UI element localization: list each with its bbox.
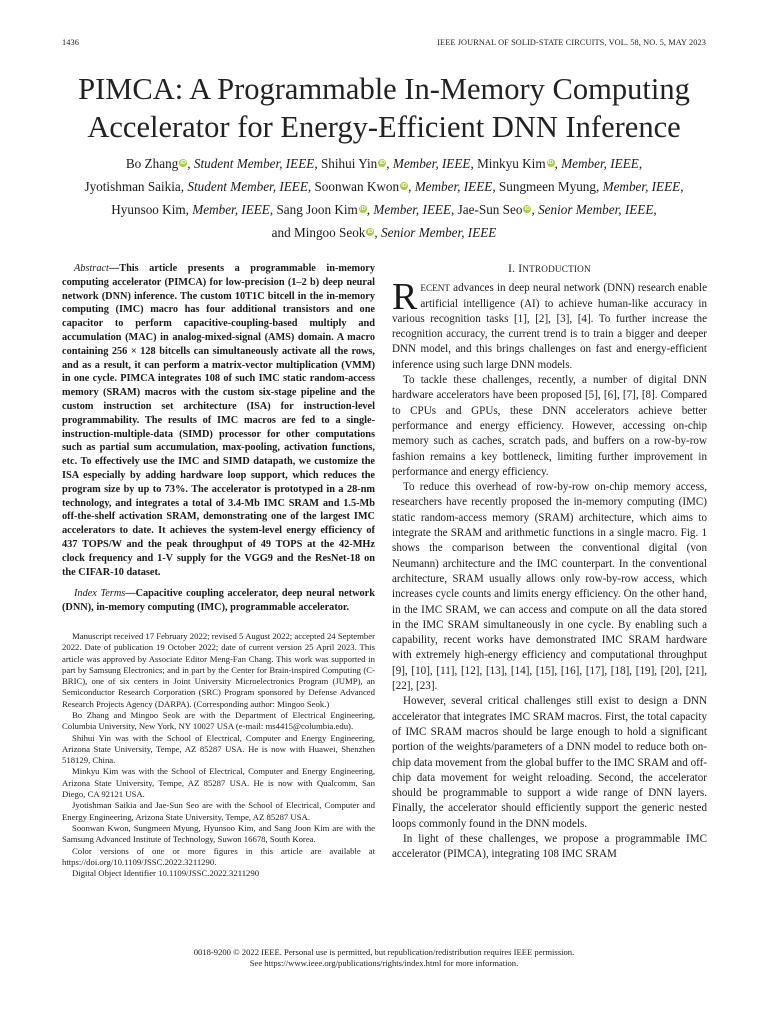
author-name: Sungmeen Myung [498,179,596,194]
orcid-icon[interactable]: iD [547,160,554,166]
author-name: and Mingoo Seok [271,225,366,240]
author-membership: Member, IEEE [392,156,471,171]
section-numeral: I. I [508,263,523,275]
paper-title-line-2: Accelerator for Energy-Efficient DNN Inference [87,110,681,144]
author-membership: Member, IEEE [192,202,270,217]
author-membership: Member, IEEE [561,156,639,171]
author-membership: Student Member, IEEE [193,156,315,171]
page-number: 1436 [62,38,79,47]
section-heading [392,262,707,277]
index-terms [62,587,375,615]
intro-paragraph: To tackle these challenges, recently, a number of digital DNN hardware accelerators have been proposed [5], [6], [7], [8]. Compared to CPUs and GPUs, these DNN accelerators achieve better performance and energy efficiency. However, accessing on-chip memory such as caches, scratch pads, and buffers on a row-by-row fashion remains a key bottleneck, limiting further improvement in performance and energy efficiency. [392,374,707,478]
author-membership: Member, IEEE [602,179,681,194]
author-membership: Senior Member, IEEE [381,225,497,240]
abstract [62,262,375,579]
orcid-icon[interactable]: iD [524,206,531,212]
author-name: Hyunsoo Kim [111,202,186,217]
intro-first-word: ECENT [420,283,450,294]
author-membership: Member, IEEE [373,202,452,217]
author-membership: Senior Member, IEEE [538,202,654,217]
abstract-label: Abstract [74,263,109,274]
paper-title-line-1: PIMCA: A Programmable In-Memory Computing [78,72,690,106]
orcid-icon[interactable]: iD [401,183,407,189]
abstract-text: This article presents a programmable in-memory computing accelerator (PIMCA) for low-precision (1–2 b) deep neural network (DNN) inference. The custom 10T1C bitcell in the in-memory computing (IMC) macro has four additional transistors and one capacitor to perform capacitive-coupling-based multiply and accumulation (MAC) in analog-mixed-signal (AMS) domain. A macro containing 256 × 128 bitcells can simultaneously activate all the rows, and as a result, it can perform a matrix-vector multiplication (VMM) in one cycle. PIMCA integrates 108 of such IMC static random-access memory (SRAM) macros with the custom six-stage pipeline and the custom instruction set architecture (ISA) for instruction-level programmability. The results of IMC macros are fed to a single-instruction-multiple-data (SIMD) processor for other computations such as partial sum accumulation, max-pooling, activation functions, etc. To effectively use the IMC and SIMD datapath, we customize the ISA especially by adding hardware loop support, which reduces the program size by up to 73%. The accelerator is prototyped in a 28-nm technology, and integrates a total of 3.4-Mb IMC SRAM and 1.5-Mb off-the-shelf activation SRAM, demonstrating one of the largest IMC accelerators to date. It achieves the system-level energy efficiency of 437 TOPS/W and the peak throughput of 49 TOPS at the 42-MHz clock frequency and 1-V supply for the VGG9 and the ResNet-18 on the CIFAR-10 dataset. [62,263,375,578]
intro-paragraph [392,276,707,373]
footnotes [62,631,375,880]
index-terms-text: Capacitive coupling accelerator, deep neural network (DNN), in-memory computing (IMC), programmable accelerator. [62,588,375,614]
author-name: Bo Zhang [125,156,179,171]
section-title-rest: NTRODUCTION [522,264,591,274]
orcid-icon[interactable]: iD [379,160,385,166]
intro-paragraph: However, several critical challenges still exist to design a DNN accelerator that integrates IMC SRAM macros. First, the total capacity of IMC SRAM macros should be large enough to hold a significant portion of the weights/parameters of a DNN model to reduce both on-chip data movement from the global buffer to the IMC SRAM and off-chip data movement for weight reloading. Second, the accelerator should be programmable to support a wide range of DNN layers. Finally, the accelerator should efficiently support the generic nested loops commonly found in the DNN models. [392,695,707,830]
index-terms-dash: — [125,588,136,600]
author-list: Bo Zhang iD, Student Member, IEEE, Shihui Yin iD, Member, IEEE, Minkyu Kim iD, Member, IEEE, Jyotishman Saikia, Student Member, IEEE, Soonwan Kwon iD, Member, IEEE, Sungmeen Myung, Member, IEEE, Hyunsoo Kim, Member, IEEE, Sang Joon Kim iD, Member, IEEE, Jae-Sun Seo iD, Senior Member, IEEE, and Mingoo Seok iD, Senior Member, IEEE [84,156,684,240]
author-name: Minkyu Kim [477,156,546,171]
footnote-color-versions: Color versions of one or more figures in this article are available at https://doi.org/10.1109/JSSC.2022.3211290. [62,845,375,867]
journal-name: IEEE JOURNAL OF SOLID-STATE CIRCUITS, VOL. 58, NO. 5, MAY 2023 [437,38,706,47]
footnote-affiliation: Shihui Yin was with the School of Electrical, Computer and Energy Engineering, Arizona State University, Tempe, AZ 85287 USA. He is now with Huawei, Shenzhen 518129, China. [62,732,375,766]
author-name: Jae-Sun Seo [457,202,523,217]
author-name: Soonwan Kwon [314,179,400,194]
intro-paragraph-text: advances in deep neural network (DNN) research enable artificial intelligence (AI) to achieve human-like accuracy in various recognition tasks [1], [2], [3], [4]. To further increase the recognition accuracy, the current trend is to train a bigger and deeper DNN model, and this brings challenges on fast and energy-efficient inference using such large DNN models. [392,282,707,371]
footnote-affiliation: Bo Zhang and Mingoo Seok are with the Department of Electrical Engineering, Columbia University, New York, NY 10027 USA (e-mail: ms4415@columbia.edu). [62,710,375,732]
drop-cap: R [392,276,418,319]
footnote-affiliation: Minkyu Kim was with the School of Electrical, Computer and Energy Engineering, Arizona State University, Tempe, AZ 85287 USA. He is now with Qualcomm, San Diego, CA 92121 USA. [62,766,375,800]
author-membership: Student Member, IEEE [187,179,308,194]
right-column [392,262,707,863]
author-membership: Member, IEEE [414,179,493,194]
copyright-footer [62,947,706,969]
intro-paragraph: To reduce this overhead of row-by-row on-chip memory access, researchers have recently proposed the in-memory computing (IMC) static random-access memory (SRAM) architecture, which aims to integrate the SRAM and arithmetic functions in a single macro. Fig. 1 shows the comparison between the conventional digital (von Neumann) architecture and the IMC counterpart. In the conventional architecture, SRAM usually allows only row-by-row access, which increases cycle counts and limits energy efficiency. On the other hand, in the IMC SRAM, we can access and compute on all the data stored in the IMC SRAM simultaneously in one cycle. By enabling such a capability, recent works have demonstrated IMC SRAM hardware with extremely high-energy efficiency and computational throughput [9], [10], [11], [12], [13], [14], [15], [16], [17], [18], [19], [20], [21], [22], [23]. [392,481,707,693]
index-terms-label: Index Terms [74,588,126,600]
footnote-affiliation: Jyotishman Saikia and Jae-Sun Seo are with the School of Electrical, Computer and Energy Engineering, Arizona State University, Tempe, AZ 85287 USA. [62,800,375,822]
author-name: Shihui Yin [320,156,378,171]
left-column [62,262,375,879]
intro-paragraph: In light of these challenges, we propose a programmable IMC accelerator (PIMCA), integrating 108 IMC SRAM [392,832,707,861]
footnote-manuscript: Manuscript received 17 February 2022; revised 5 August 2022; accepted 24 September 2022. Date of publication 19 October 2022; date of current version 25 April 2023. This article was approved by Associate Editor Meng-Fan Chang. This work was supported in part by Samsung Electronics; and in part by the Center for Brain-inspired Computing (C-BRIC), one of six centers in Joint University Microelectronics Program (JUMP), an Semiconductor Research Corporation (SRC) Program sponsored by Defense Advanced Research Projects Agency (DARPA). (Corresponding author: Mingoo Seok.) [62,630,375,709]
paper-title [40,70,728,146]
copyright-line: 0018-9200 © 2022 IEEE. Personal use is permitted, but republication/redistribution requires IEEE permission. [193,947,575,957]
orcid-icon[interactable]: iD [360,206,366,212]
orcid-icon[interactable]: iD [367,229,374,235]
footnote-affiliation: Soonwan Kwon, Sungmeen Myung, Hyunsoo Kim, and Sang Joon Kim are with the Samsung Advanced Institute of Technology, Suwon 16678, South Korea. [62,822,375,845]
abstract-dash: — [108,263,120,274]
rights-link-line: See https://www.ieee.org/publications/rights/index.html for more information. [249,958,519,968]
author-name: Jyotishman Saikia [84,179,181,194]
author-name: Sang Joon Kim [276,202,358,217]
page-header [62,38,706,50]
orcid-icon[interactable]: iD [180,160,187,166]
footnote-doi: Digital Object Identifier 10.1109/JSSC.2022.3211290 [72,868,260,879]
